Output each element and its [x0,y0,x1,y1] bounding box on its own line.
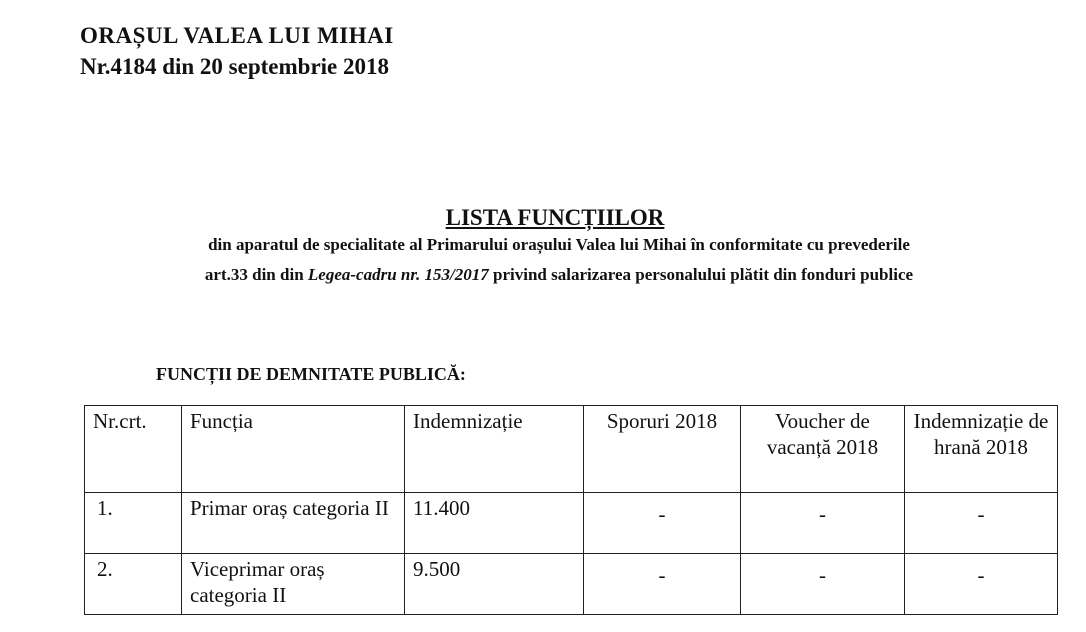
header-cell-indemnizatie: Indemnizație [405,406,584,493]
cell-voucher: - [741,493,905,554]
header-cell-voucher: Voucher de vacanță 2018 [741,406,905,493]
cell-voucher: - [741,554,905,615]
header-cell-hrana: Indemnizație de hrană 2018 [905,406,1058,493]
header-cell-nr: Nr.crt. [85,406,182,493]
subtitle-line-2-start: art.33 din din [204,265,308,284]
table-row [85,493,1058,554]
cell-hrana: - [905,554,1058,615]
cell-sporuri: - [584,554,741,615]
cell-sporuri: - [584,493,741,554]
institution-name: ORAȘUL VALEA LUI MIHAI [80,23,394,48]
table-row [85,554,1058,615]
cell-nr: 1. [85,493,182,554]
cell-hrana: - [905,493,1058,554]
subtitle-line-1: din aparatul de specialitate al Primarului orașului Valea lui Mihai în conformitate cu prevederile [208,235,910,254]
cell-functia: Viceprimar oraș categoria II [182,554,405,615]
subtitle-line-2 [0,265,1086,285]
cell-indemnizatie: 11.400 [405,493,584,554]
document-title: LISTA FUNCȚIILOR [445,205,665,230]
document-number: Nr.4184 din 20 septembrie 2018 [80,54,390,79]
table-header-row [85,406,1058,493]
cell-indemnizatie: 9.500 [405,554,584,615]
positions-table [84,405,1058,615]
subtitle-line-2-end: privind salarizarea personalului plătit din fonduri publice [488,265,914,284]
header-cell-functia: Funcția [182,406,405,493]
section-title: FUNCȚII DE DEMNITATE PUBLICĂ: [156,364,466,384]
cell-nr: 2. [85,554,182,615]
header-cell-sporuri: Sporuri 2018 [584,406,741,493]
cell-functia: Primar oraș categoria II [182,493,405,554]
law-reference: Legea-cadru nr. 153/2017 [307,265,489,284]
